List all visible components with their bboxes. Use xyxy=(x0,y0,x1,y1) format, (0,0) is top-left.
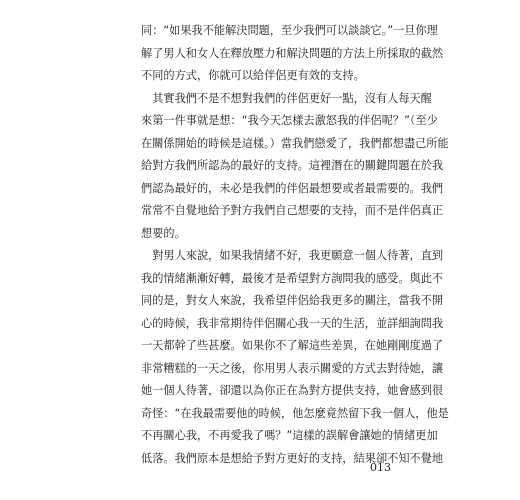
text-line: 其實我們不是不想對我們的伴侶更好一點，沒有人每天醒 xyxy=(141,91,432,105)
text-line: 同：“如果我不能解決問題，至少我們可以談談它。”一旦你理 xyxy=(141,24,438,37)
text-line: 我的情緒漸漸好轉，最後才是希望對方詢問我的感受。與此不 xyxy=(141,271,444,285)
text-line: 一天都幹了些甚麼。如果你不了解這些差異，在她剛剛度過了 xyxy=(141,339,444,352)
text-line: 她一個人待著，卻還以為你正在為對方提供支持，她會感到很 xyxy=(141,384,444,397)
text-line: 不再關心我，不再愛我了嗎？”這樣的誤解會讓她的情緒更加 xyxy=(141,429,438,442)
text-line: 常常不自覺地給予對方我們自己想要的支持，而不是伴侶真正 xyxy=(141,204,444,217)
text-line: 來第一件事就是想：“我今天怎樣去激怒我的伴侶呢？”（至少 xyxy=(141,114,438,127)
text-line: 對男人來說，如果我情緒不好，我更願意一個人待著，直到 xyxy=(141,249,444,262)
text-line: 奇怪：“在我最需要他的時候，他怎麼竟然留下我一個人，他是 xyxy=(141,406,449,420)
text-line: 給對方我們所認為的最好的支持。這裡潛在的關鍵問題在於我 xyxy=(141,159,444,172)
text-line: 非常糟糕的一天之後，你用男人表示關愛的方式去對待她，讓 xyxy=(141,361,444,375)
body-text xyxy=(141,20,449,470)
text-line: 低落。我們原本是想給予對方更好的支持，結果卻不知不覺地 xyxy=(141,451,444,465)
text-line: 解了男人和女人在釋放壓力和解決問題的方法上所採取的截然 xyxy=(141,46,444,60)
text-line: 在關係開始的時候是這樣。）當我們戀愛了，我們都想盡己所能 xyxy=(141,136,449,150)
text-line: 想要的。 xyxy=(141,226,186,240)
text-line: 不同的方式，你就可以給伴侶更有效的支持。 xyxy=(141,69,365,82)
page-number: 013 xyxy=(370,461,391,474)
text-line: 們認為最好的，未必是我們的伴侶最想要或者最需要的。我們 xyxy=(141,181,444,195)
text-line: 同的是，對女人來說，我希望伴侶給我更多的關注，當我不開 xyxy=(141,294,444,307)
text-line: 心的時候，我非常期待伴侶關心我一天的生活，並詳細詢問我 xyxy=(141,316,444,330)
